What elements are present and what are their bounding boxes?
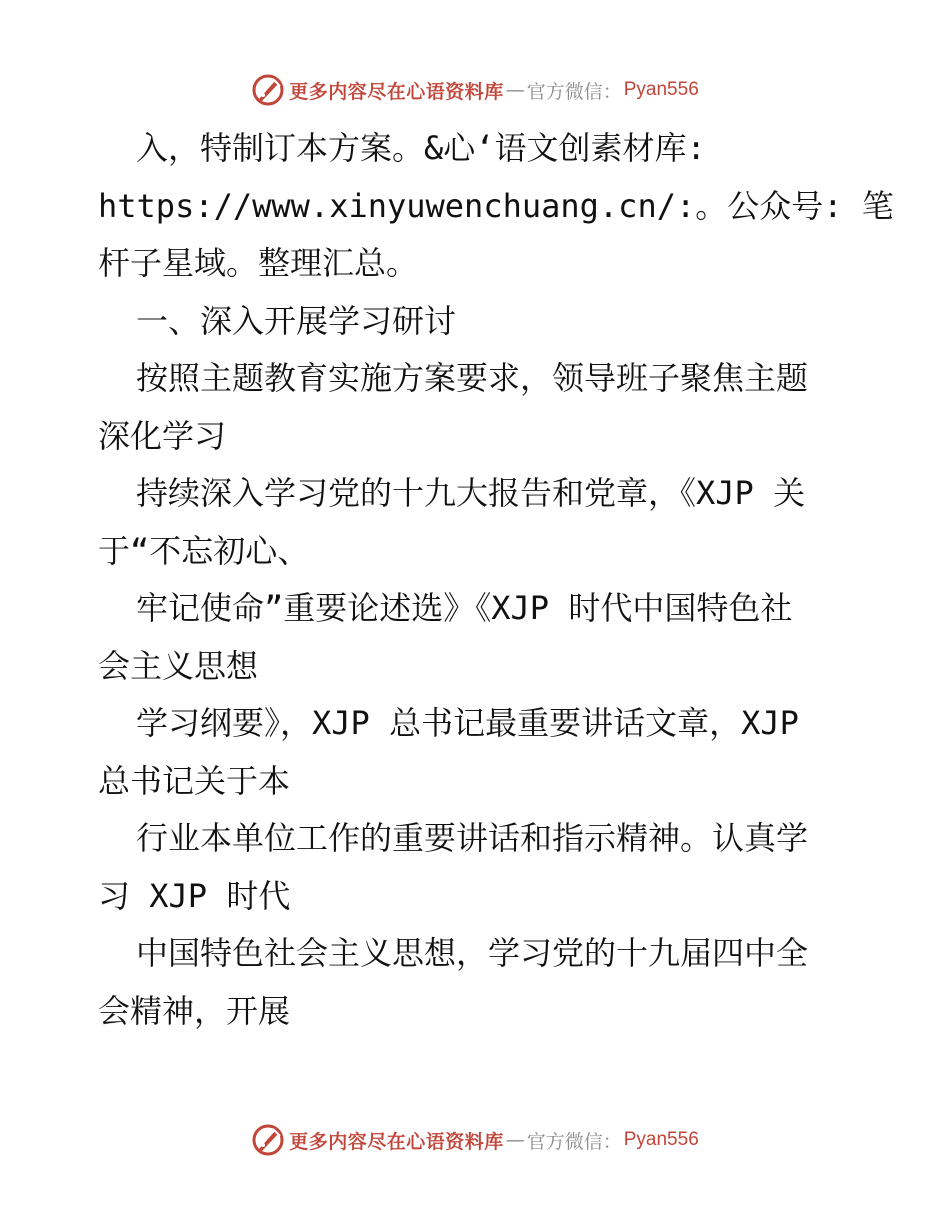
body-line: 持续深入学习党的十九大报告和党章，《XJP 关 <box>136 474 806 512</box>
body-line: 会精神，开展 <box>98 991 291 1030</box>
body-line: 于“不忘初心、 <box>98 531 310 570</box>
quill-logo-icon <box>251 73 285 107</box>
body-line: 一、深入开展学习研讨 <box>136 301 457 340</box>
footer-wechat-label: 官方微信： <box>526 1130 622 1153</box>
body-line: 按照主题教育实施方案要求，领导班子聚焦主题 <box>136 359 809 397</box>
body-line: 学习纲要》，XJP 总书记最重要讲话文章，XJP <box>136 704 799 742</box>
header-wechat-label: 官方微信： <box>526 80 622 103</box>
header-brand-text: 更多内容尽在心语资料库 <box>289 80 504 103</box>
body-line: 总书记关于本 <box>98 761 291 800</box>
body-line: https://www.xinyuwenchuang.cn/:。公众号: 笔 <box>98 186 894 225</box>
header-dash: — <box>505 79 525 101</box>
body-line: 深化学习 <box>98 416 227 455</box>
body-line: 杆子星域。整理汇总。 <box>98 244 419 282</box>
footer-brand-text: 更多内容尽在心语资料库 <box>289 1130 504 1153</box>
body-line: 中国特色社会主义思想，学习党的十九届四中全 <box>136 934 809 972</box>
header-wechat-id: Pyan556 <box>623 79 699 100</box>
document-body <box>98 120 894 1040</box>
body-line: 会主义思想 <box>98 646 259 685</box>
header-banner <box>0 70 950 110</box>
body-line: 习 XJP 时代 <box>98 876 291 915</box>
footer-dash: — <box>505 1129 525 1151</box>
footer-wechat-id: Pyan556 <box>623 1129 699 1150</box>
body-line: 牢记使命”重要论述选》《XJP 时代中国特色社 <box>136 589 793 627</box>
footer-banner <box>0 1120 950 1160</box>
body-line: 行业本单位工作的重要讲话和指示精神。认真学 <box>136 819 809 857</box>
quill-logo-icon <box>251 1123 285 1157</box>
body-line: 入，特制订本方案。&心‘语文创素材库: <box>136 129 706 167</box>
